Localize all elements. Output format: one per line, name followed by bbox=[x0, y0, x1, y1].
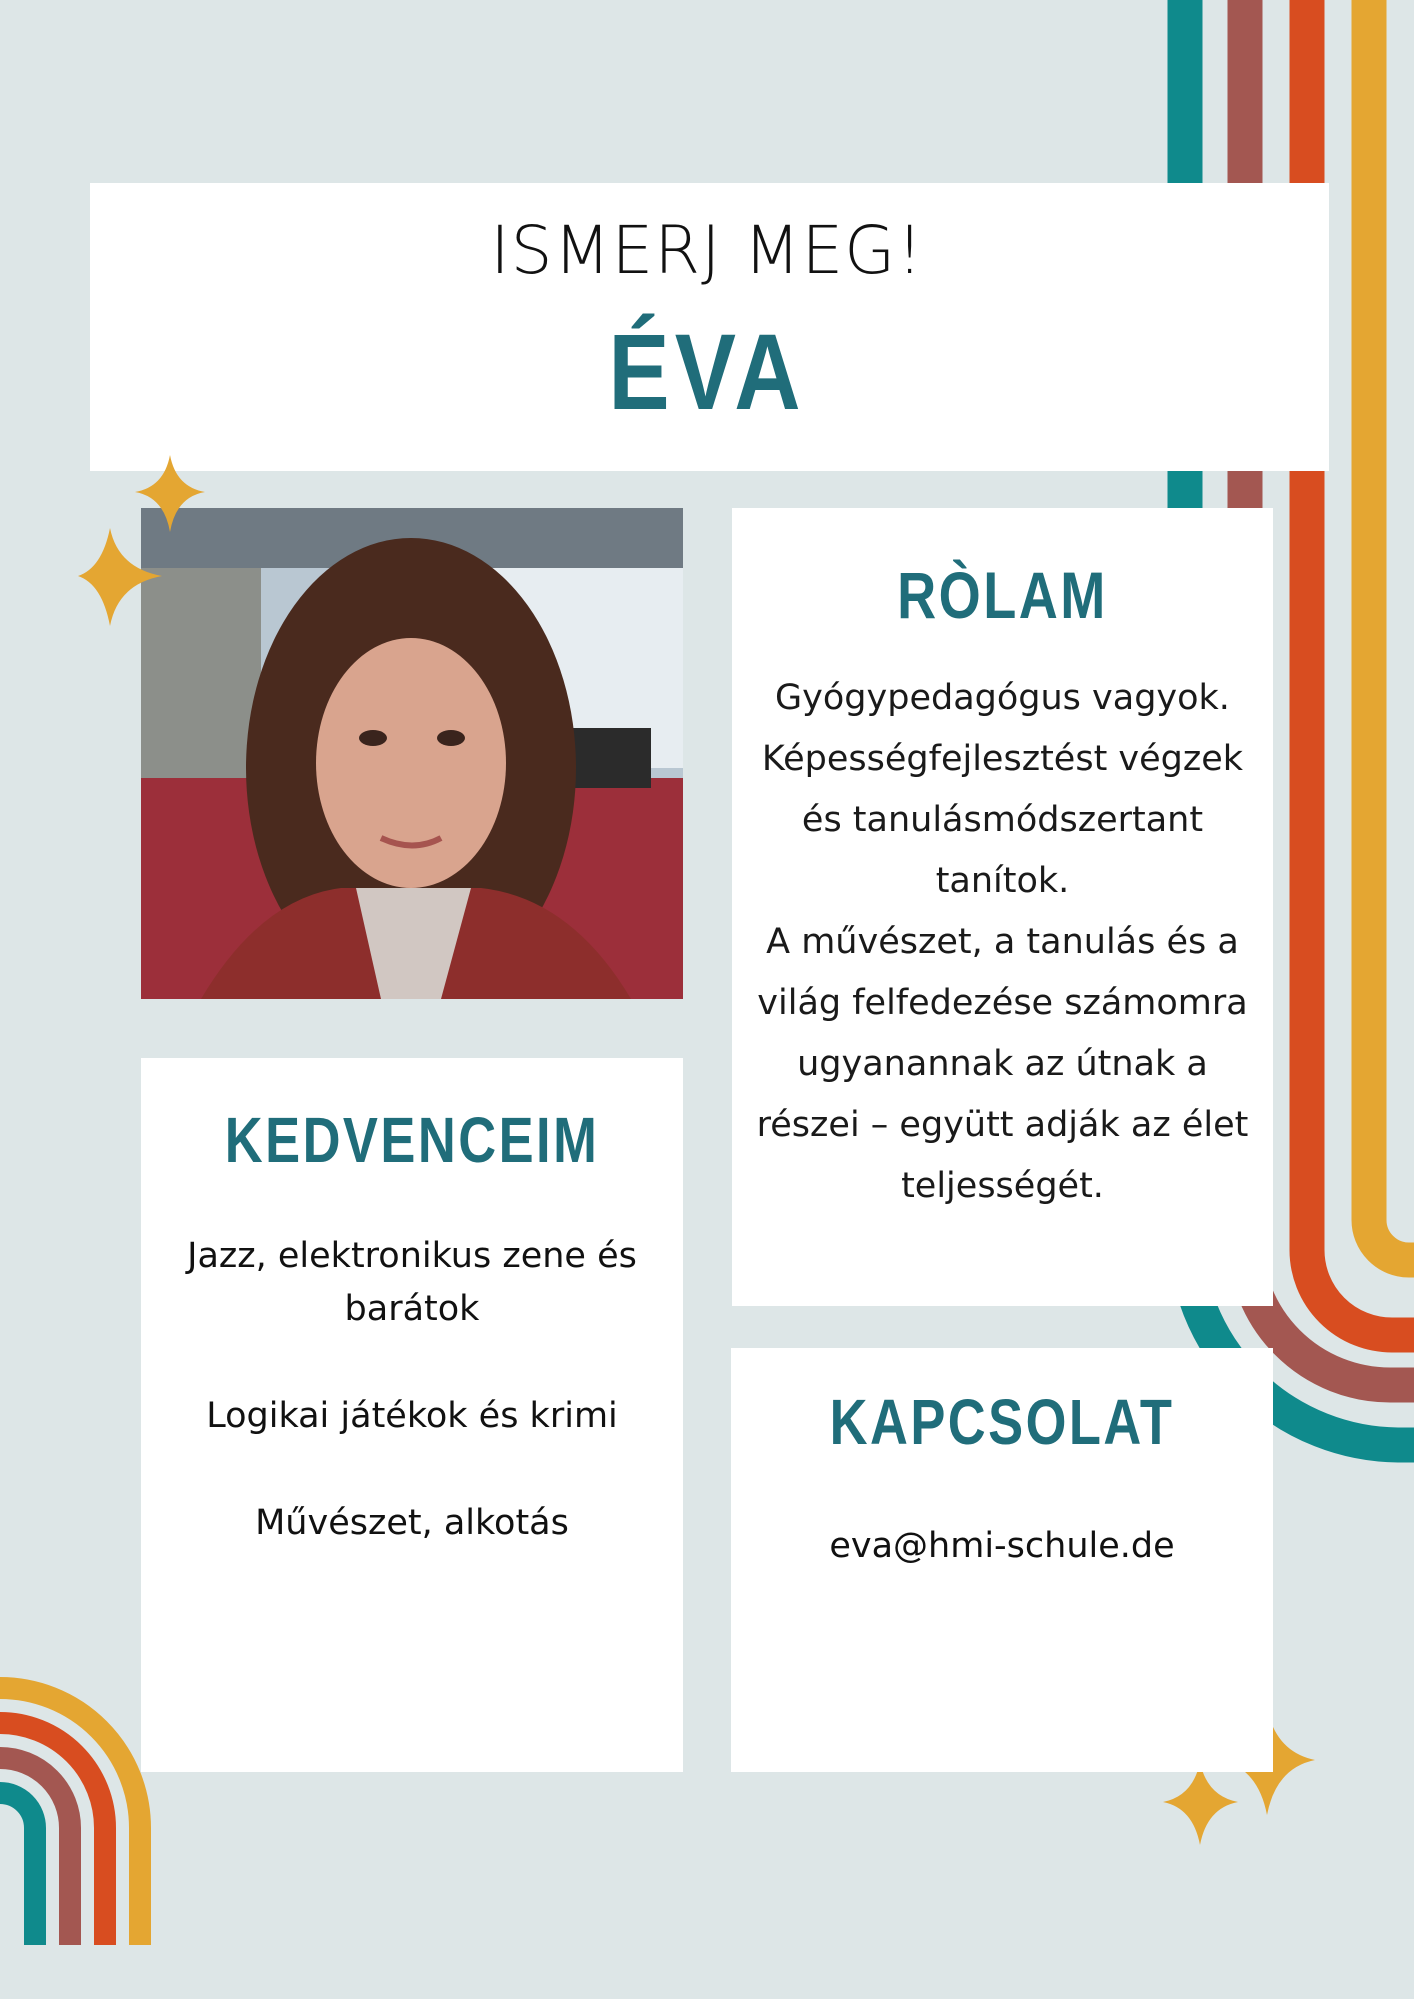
page-title: ÉVA bbox=[608, 311, 806, 432]
list-item: Jazz, elektronikus zene és barátok bbox=[187, 1236, 637, 1329]
about-card bbox=[732, 508, 1273, 1306]
favorites-list bbox=[171, 1230, 653, 1604]
favorites-card bbox=[141, 1058, 683, 1772]
contact-heading: KAPCSOLAT bbox=[829, 1386, 1175, 1458]
about-heading: RÒLAM bbox=[897, 558, 1108, 632]
sparkle-icon bbox=[135, 455, 205, 532]
contact-card bbox=[731, 1348, 1273, 1772]
list-item: Művészet, alkotás bbox=[255, 1503, 569, 1543]
about-text bbox=[752, 668, 1253, 1217]
list-item: Logikai játékok és krimi bbox=[206, 1396, 618, 1436]
page-subtitle: ISMERJ MEG! bbox=[490, 212, 924, 289]
about-text-content: Gyógypedagógus vagyok. Képességfejlesztést végzek és tanulásmódszertant tanítok. A művészet, a tanulás és a világ felfedezése számomra ugyanannak az útnak a részei – együtt adják az élet teljességét. bbox=[756, 678, 1249, 1206]
sparkle-icon bbox=[78, 528, 162, 626]
contact-email[interactable]: eva@hmi-schule.de bbox=[829, 1526, 1175, 1566]
sparkle-icon bbox=[1163, 1762, 1238, 1845]
favorites-heading: KEDVENCEIM bbox=[224, 1104, 600, 1176]
